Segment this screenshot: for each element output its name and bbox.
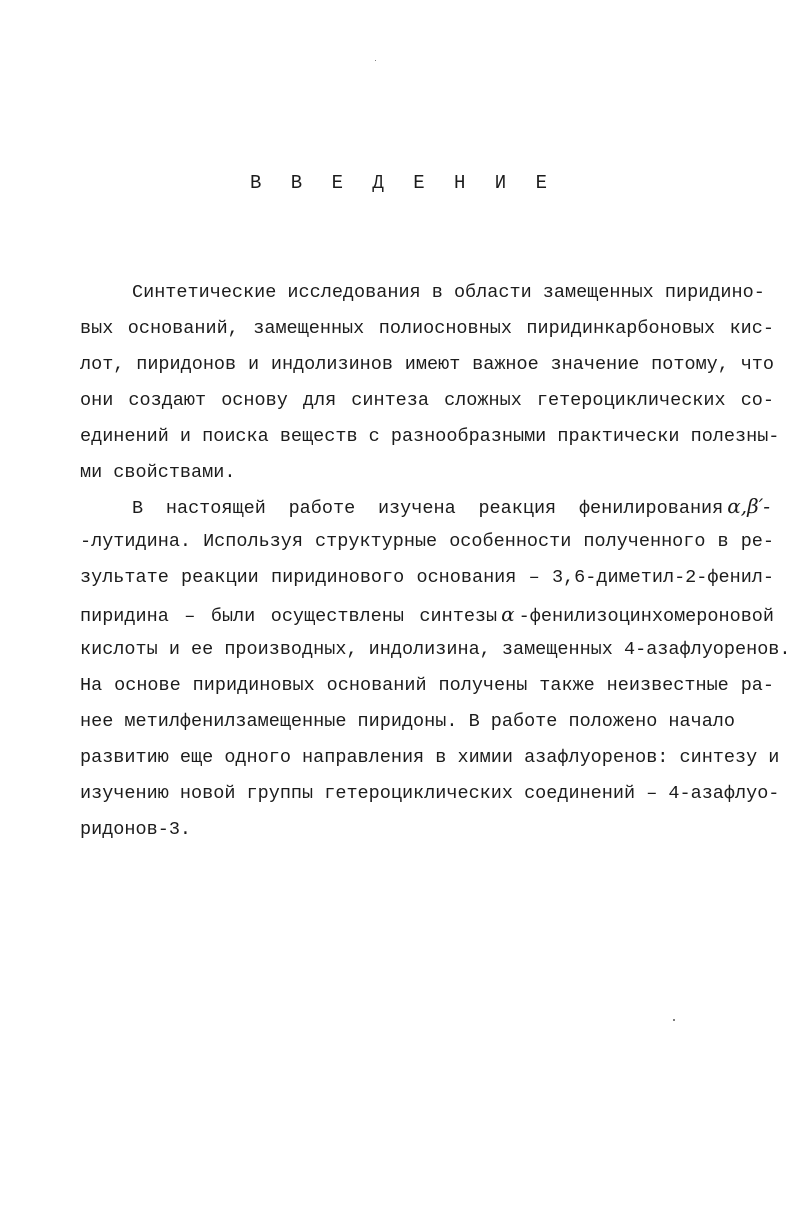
scan-speck [673,1019,675,1021]
text-segment: α -фенилизоцинхомероновой [497,606,774,627]
text-line: нее метилфенилзамещенные пиридоны. В работе положено начало [80,711,736,732]
text-line: На основе пиридиновых оснований получены также неизвестные ра- [80,675,774,696]
text-line: ридонов-3. [80,819,192,840]
text-line: -лутидина. Используя структурные особенности полученного в ре- [80,531,774,552]
text-line: лот, пиридонов и индолизинов имеют важное значение потому, что [80,354,774,375]
greek-symbol: α,β′- [727,494,770,518]
text-line: они создают основу для синтеза сложных гетероциклических со- [80,390,774,411]
text-line: Синтетические исследования в области замещенных пиридино- [132,282,765,303]
text-line [80,602,774,629]
text-line: развитию еще одного направления в химии азафлуоренов: синтезу и [80,747,780,768]
text-line: изучению новой группы гетероциклических соединений – 4-азафлуо- [80,783,780,804]
text-segment: пиридина – были осуществлены синтезы [80,606,498,627]
scan-speck [375,60,376,61]
text-line: зультате реакции пиридинового основания – 3,6-диметил-2-фенил- [80,567,774,588]
page-title: В В Е Д Е Н И Е [249,172,557,194]
text-line: единений и поиска веществ с разнообразными практически полезны- [80,426,780,447]
text-line: кислоты и ее производных, индолизина, замещенных 4-азафлуоренов. [80,639,791,660]
text-segment: В настоящей работе изучена реакция фенилирования [132,498,724,519]
text-line: ми свойствами. [80,462,236,483]
greek-symbol: α [501,602,515,626]
text-line: вых оснований, замещенных полиосновных пиридинкарбоновых кис- [80,318,774,339]
text-line [132,494,774,521]
